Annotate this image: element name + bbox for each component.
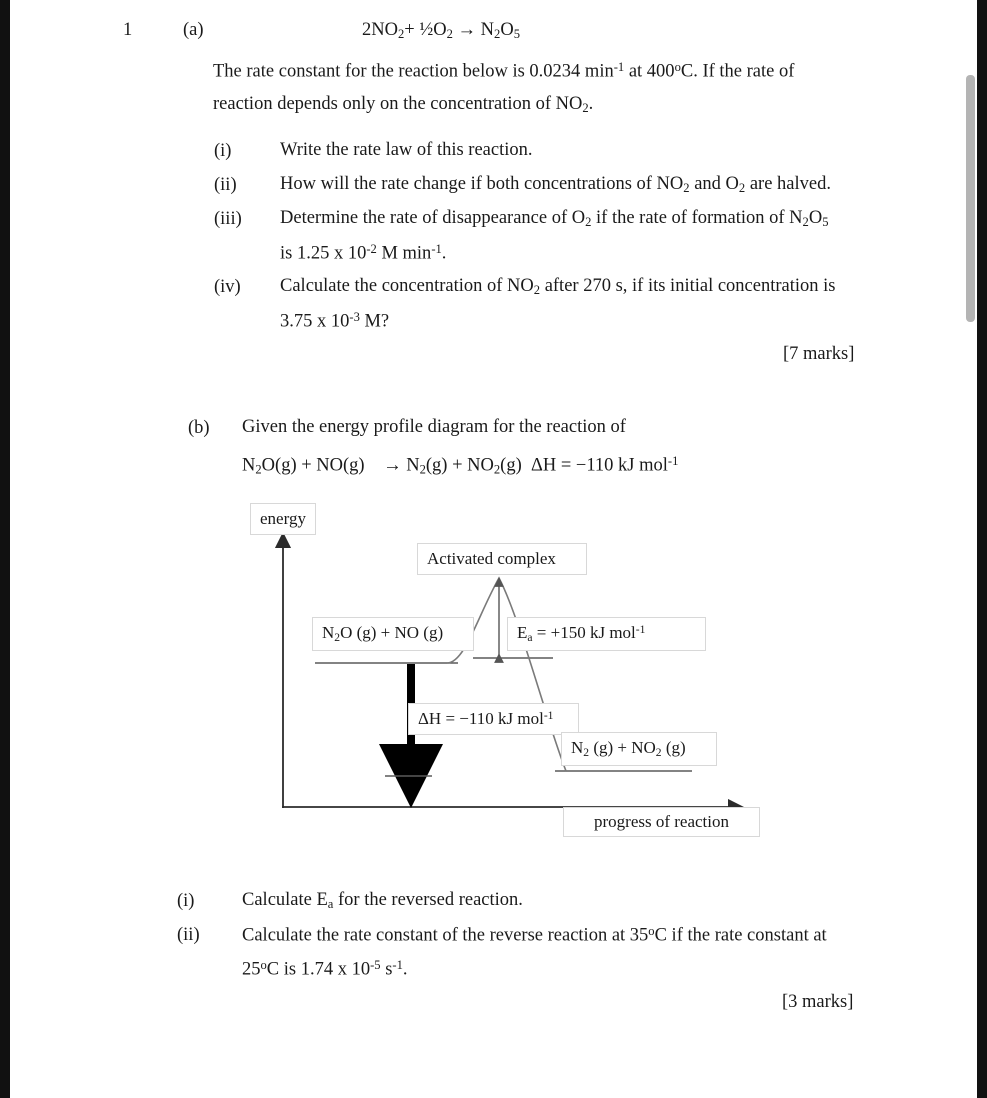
reactant-label-a: N [322, 623, 335, 642]
item-a-iii-line2-sup2: -1 [431, 242, 442, 256]
item-b-ii-marker: (ii) [177, 925, 200, 945]
reactant-label-b: O (g) + NO (g) [340, 623, 444, 642]
ea-label [507, 617, 706, 651]
item-b-i-text-a: Calculate E [242, 890, 328, 910]
product-label-a: N [571, 738, 584, 757]
equation-product-sub-1: 2 [494, 27, 501, 42]
part-a-equation [362, 21, 520, 41]
delta-h-label-a: ΔH = −110 kJ mol [418, 709, 544, 728]
item-a-iv-text-a: Calculate the concentration of NO [280, 276, 534, 296]
ea-label-sub: a [527, 630, 533, 644]
item-b-ii-line2-d: . [402, 959, 408, 980]
reactant-label-sub: 2 [334, 630, 341, 644]
item-a-iv-sub-a: 2 [533, 283, 541, 298]
delta-h-label [408, 703, 579, 735]
item-a-i-text: Write the rate law of this reaction. [280, 140, 533, 160]
item-b-ii-line2-b: C is 1.74 x 10 [266, 959, 371, 980]
b-eq-right-sub-1: 2 [419, 462, 426, 477]
stem2-text-a: reaction depends only on the concentration of NO [213, 94, 583, 114]
stem-text-a: The rate constant for the reaction below is 0.0234 min [213, 61, 614, 82]
part-b-marks: [3 marks] [782, 992, 854, 1012]
stem-text-b: at 400 [624, 61, 675, 82]
equation-arrow-icon: → [457, 20, 477, 40]
item-a-iii-text-a: Determine the rate of disappearance of O [280, 208, 586, 228]
part-b-equation [242, 455, 678, 476]
equation-reactant-2: ½O [419, 20, 447, 40]
ea-label-b: = +150 kJ mol [532, 623, 636, 642]
equation-product-sub-2: 5 [513, 27, 520, 42]
item-a-iv-text-line-1 [280, 277, 835, 297]
item-b-ii-line2-sup: -5 [370, 958, 381, 972]
item-a-i-marker: (i) [214, 141, 232, 161]
product-label-b: (g) + NO [589, 738, 656, 757]
part-a-label: (a) [183, 20, 204, 40]
item-a-iv-text-b: after 270 s, if its initial concentration is [540, 276, 836, 296]
question-number: 1 [123, 20, 133, 40]
ea-label-sup: -1 [635, 623, 646, 637]
item-a-iv-line2-b: M? [359, 311, 390, 332]
item-a-ii-sub-a: 2 [683, 181, 690, 196]
b-eq-right-a: N [401, 455, 420, 476]
ea-label-a: E [517, 623, 528, 642]
item-a-iii-text-line-2 [280, 243, 446, 263]
item-a-iii-marker: (iii) [214, 209, 242, 229]
item-a-iii-text-b: if the rate of formation of N [591, 208, 803, 228]
stem-text-c: C. If the rate of [680, 61, 795, 82]
item-a-iii-sub-a: 2 [585, 215, 592, 230]
item-a-iii-line2-a: is 1.25 x 10 [280, 243, 367, 264]
energy-profile-diagram [10, 490, 977, 850]
reaction-coordinate-curve [447, 578, 566, 771]
item-b-i-sub-a: a [327, 897, 334, 912]
part-b-label: (b) [188, 418, 210, 438]
b-eq-right-b: (g) + NO [425, 455, 494, 476]
b-eq-right-sub-2: 2 [493, 462, 501, 477]
item-a-iii-line2-sup: -2 [366, 242, 377, 256]
item-b-ii-degree-symbol: o [648, 924, 655, 938]
vertical-scrollbar-thumb[interactable] [966, 75, 975, 322]
item-b-ii-text-line-1 [242, 925, 827, 945]
item-a-ii-text [280, 175, 831, 195]
right-black-band [977, 0, 987, 1098]
item-a-iii-sub-c: 5 [822, 215, 829, 230]
energy-axis-label: energy [250, 503, 316, 535]
part-a-stem-line-1 [213, 61, 794, 81]
item-b-ii-text-b: C if the rate constant at [654, 925, 827, 946]
b-eq-left-b: O(g) + NO(g) [261, 455, 365, 476]
equation-plus: + [404, 20, 415, 40]
equation-reactant-1-sub: 2 [397, 27, 405, 42]
item-a-iii-text-line-1 [280, 209, 829, 229]
item-a-ii-sub-b: 2 [738, 181, 746, 196]
delta-h-label-sup: -1 [543, 709, 554, 723]
item-b-ii-line2-a: 25 [242, 959, 261, 980]
reactant-label [312, 617, 474, 651]
item-a-iii-sub-b: 2 [802, 215, 809, 230]
left-black-band [0, 0, 10, 1098]
item-b-ii-line2-sup2: -1 [392, 958, 403, 972]
progress-axis-label: progress of reaction [563, 807, 760, 837]
item-a-ii-text-b: and O [689, 174, 739, 194]
equation-reactant-1: 2NO [362, 20, 398, 40]
item-a-iv-text-line-2 [280, 311, 389, 331]
product-label-c: (g) [661, 738, 686, 757]
stem-sup-1: -1 [613, 60, 625, 74]
equation-product-o: O [500, 20, 514, 40]
item-b-ii-text-a: Calculate the rate constant of the reverse reaction at 35 [242, 925, 649, 946]
item-b-ii-text-line-2 [242, 959, 408, 979]
b-eq-delta-h-sup: -1 [667, 454, 679, 468]
item-b-ii-line2-c: s [380, 959, 393, 980]
item-b-i-text [242, 891, 523, 911]
stem2-text-b: . [588, 94, 594, 114]
b-eq-arrow-icon: → [383, 455, 402, 476]
part-b-stem: Given the energy profile diagram for the reaction of [242, 417, 626, 437]
document-page [10, 0, 977, 1098]
b-eq-left-sub: 2 [255, 462, 262, 477]
b-eq-right-c: (g) [500, 455, 522, 476]
stem-degree-symbol: o [674, 60, 681, 74]
item-a-ii-text-c: are halved. [745, 174, 831, 194]
item-b-ii-line2-degree: o [260, 958, 267, 972]
stem2-sub: 2 [582, 101, 589, 116]
equation-reactant-2-sub: 2 [446, 27, 453, 42]
item-b-i-marker: (i) [177, 891, 195, 911]
item-a-iii-line2-c: . [441, 243, 447, 264]
vertical-scrollbar-track[interactable] [963, 0, 977, 1098]
product-label [561, 732, 717, 766]
part-a-stem-line-2 [213, 95, 593, 115]
item-a-iv-marker: (iv) [214, 277, 241, 297]
b-eq-delta-h: ΔH = −110 kJ mol [530, 455, 668, 476]
item-a-iii-line2-b: M min [376, 243, 432, 264]
b-eq-left-a: N [242, 455, 256, 476]
item-b-i-text-b: for the reversed reaction. [333, 890, 523, 910]
activated-complex-label: Activated complex [417, 543, 587, 575]
equation-product: N [480, 20, 495, 40]
item-a-ii-text-a: How will the rate change if both concentrations of NO [280, 174, 684, 194]
product-label-sub-1: 2 [583, 745, 590, 759]
item-a-iii-text-c: O [808, 208, 823, 228]
part-a-marks: [7 marks] [783, 344, 855, 364]
item-a-iv-line2-a: 3.75 x 10 [280, 311, 350, 332]
product-label-sub-2: 2 [655, 745, 662, 759]
item-a-iv-line2-sup: -3 [349, 310, 360, 324]
item-a-ii-marker: (ii) [214, 175, 237, 195]
